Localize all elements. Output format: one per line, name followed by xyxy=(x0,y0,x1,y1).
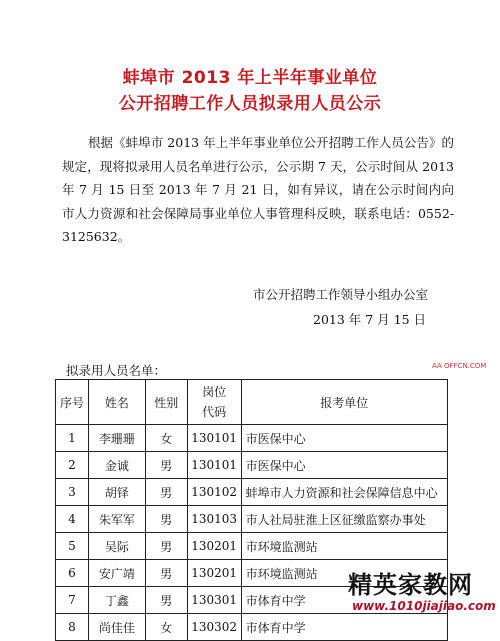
cell-gender: 男 xyxy=(145,560,187,587)
table-header-row xyxy=(56,380,448,425)
page-title-line1: 蚌埠市 2013 年上半年事业单位 xyxy=(122,68,378,88)
cell-gender: 女 xyxy=(145,425,187,452)
cell-code: 130102 xyxy=(187,479,241,506)
cell-gender: 男 xyxy=(145,479,187,506)
cell-no: 8 xyxy=(56,614,89,641)
cell-no: 7 xyxy=(56,587,89,614)
cell-gender: 女 xyxy=(145,614,187,641)
signature-date: 2013 年 7 月 15 日 xyxy=(313,312,427,327)
table-row xyxy=(56,479,448,506)
cell-name: 李珊珊 xyxy=(88,425,145,452)
cell-unit: 市环境监测站 xyxy=(241,560,447,587)
cell-no: 4 xyxy=(56,506,89,533)
header-no: 序号 xyxy=(56,380,89,425)
corner-watermark: AA OFFCN.COM xyxy=(432,362,487,370)
cell-unit: 市医保中心 xyxy=(241,452,447,479)
cell-name: 吴际 xyxy=(88,533,145,560)
cell-unit: 市环境监测站 xyxy=(241,533,447,560)
cell-code: 130201 xyxy=(187,560,241,587)
table-row xyxy=(56,425,448,452)
page-title-line2: 公开招聘工作人员拟录用人员公示 xyxy=(118,94,382,114)
signature-office: 市公开招聘工作领导小组办公室 xyxy=(253,287,429,302)
cell-no: 3 xyxy=(56,479,89,506)
table-row xyxy=(56,452,448,479)
cell-code: 130302 xyxy=(187,614,241,641)
cell-name: 尚佳佳 xyxy=(88,614,145,641)
list-label: 拟录用人员名单： xyxy=(66,363,167,378)
cell-name: 丁鑫 xyxy=(88,587,145,614)
cell-gender: 男 xyxy=(145,533,187,560)
announcement-body: 根据《蚌埠市 2013 年上半年事业单位公开招聘工作人员公告》的规定，现将拟录用人员名单进行公示，公示期 7 天，公示时间从 2013 年 7 月 15 日至 2013 年 7 月 21 日，如有异议，请在公示时间内向市人力资源和社会保障局事业单位人事管理科反映，联系电话：0552-3125632。 xyxy=(62,135,454,244)
header-post-code xyxy=(187,380,241,425)
cell-no: 2 xyxy=(56,452,89,479)
cell-name: 朱军军 xyxy=(88,506,145,533)
watermark-text: 精英家教网 xyxy=(348,571,473,599)
cell-unit: 蚌埠市人力资源和社会保障信息中心 xyxy=(241,479,447,506)
site-watermark xyxy=(348,565,498,625)
header-post-line2: 代码 xyxy=(202,405,227,419)
header-name: 姓名 xyxy=(88,380,145,425)
cell-unit: 市体育中学 xyxy=(241,614,447,641)
cell-unit: 市体育中学 xyxy=(241,587,447,614)
cell-code: 130201 xyxy=(187,533,241,560)
cell-unit: 市医保中心 xyxy=(241,425,447,452)
watermark-url: www.1010jiajiao.com xyxy=(352,599,496,613)
header-gender: 性别 xyxy=(145,380,187,425)
cell-gender: 男 xyxy=(145,452,187,479)
cell-no: 6 xyxy=(56,560,89,587)
header-unit: 报考单位 xyxy=(241,380,447,425)
cell-no: 1 xyxy=(56,425,89,452)
cell-code: 130101 xyxy=(187,425,241,452)
cell-name: 胡铎 xyxy=(88,479,145,506)
cell-name: 安广靖 xyxy=(88,560,145,587)
header-post-line1: 岗位 xyxy=(202,385,227,399)
cell-code: 130301 xyxy=(187,587,241,614)
table-row xyxy=(56,506,448,533)
cell-code: 130101 xyxy=(187,452,241,479)
cell-gender: 男 xyxy=(145,587,187,614)
cell-unit: 市人社局驻淮上区征缴监察办事处 xyxy=(241,506,447,533)
cell-no: 5 xyxy=(56,533,89,560)
cell-name: 金诚 xyxy=(88,452,145,479)
cell-gender: 男 xyxy=(145,506,187,533)
table-row xyxy=(56,533,448,560)
cell-code: 130103 xyxy=(187,506,241,533)
